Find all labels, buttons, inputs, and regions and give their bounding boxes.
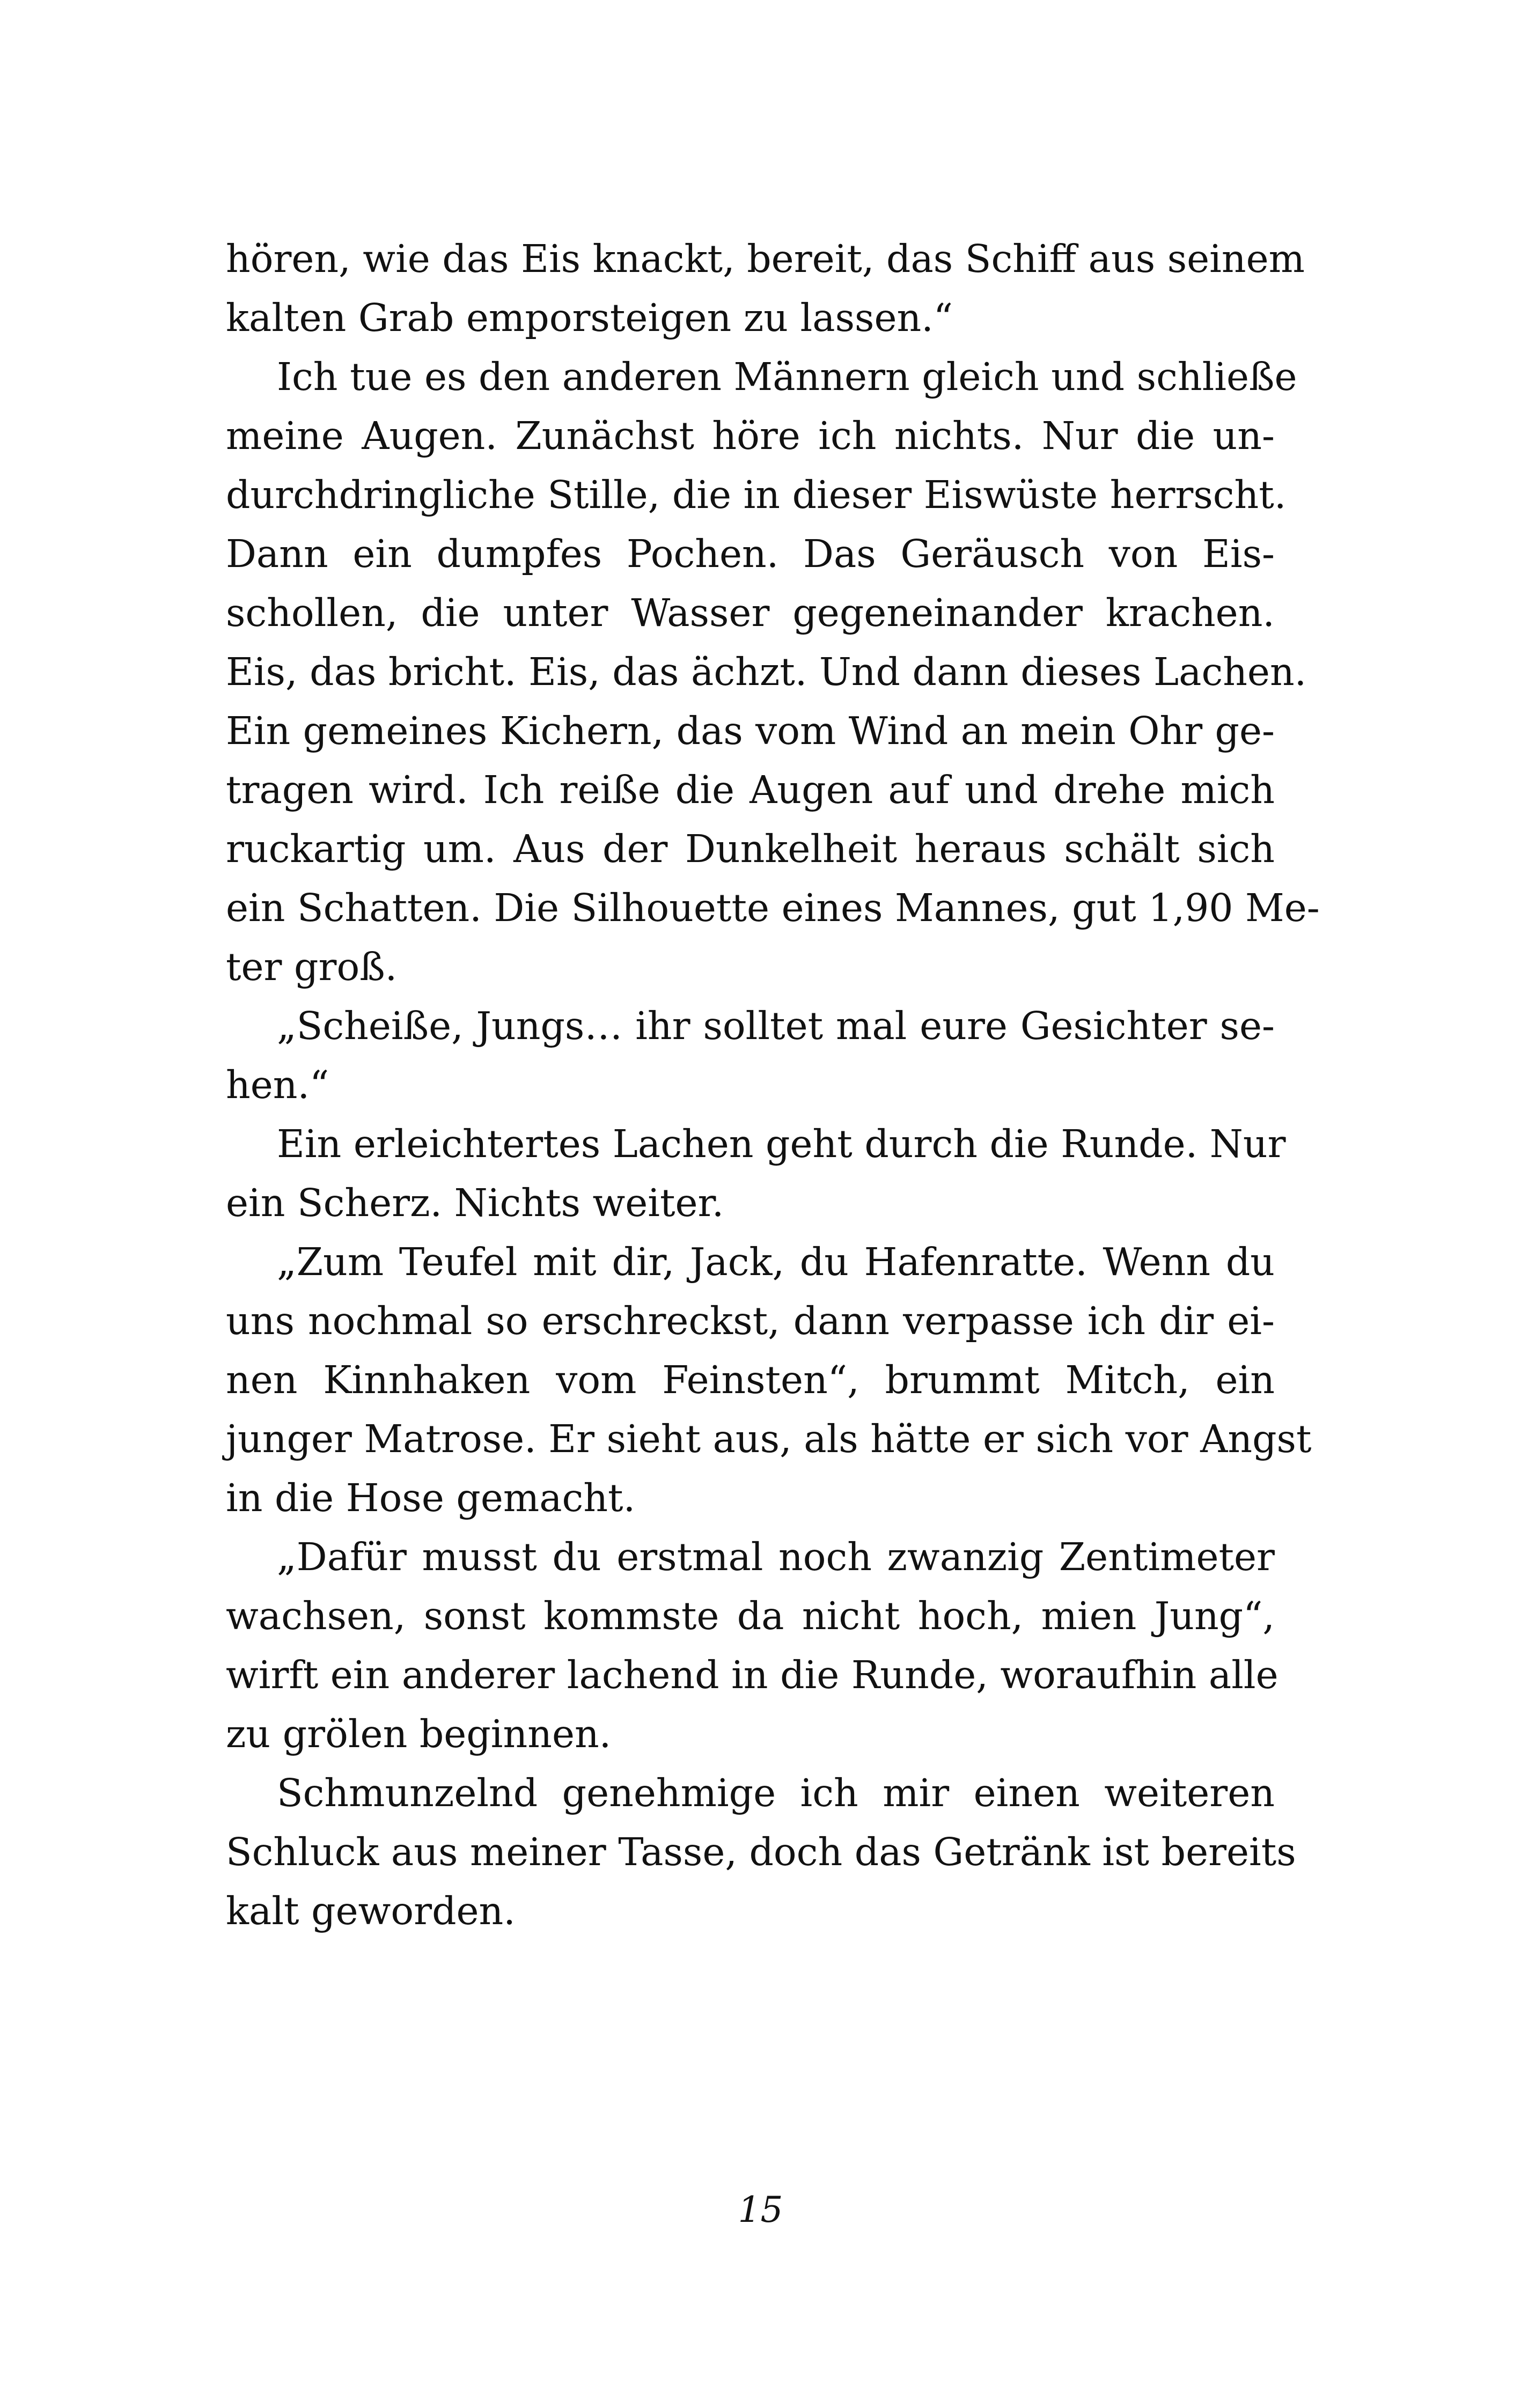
text-line: „Dafür musst du erstmal noch zwanzig Zentimeter	[277, 1535, 1275, 1579]
text-line: kalt geworden.	[226, 1889, 516, 1933]
text-line: hen.“	[226, 1063, 329, 1107]
text-line: ruckartig um. Aus der Dunkelheit heraus schält sich	[226, 827, 1275, 871]
text-line: nen Kinnhaken vom Feinsten“, brummt Mitch, ein	[226, 1358, 1275, 1402]
text-line: schollen, die unter Wasser gegeneinander krachen.	[226, 591, 1275, 635]
text-line: ein Schatten. Die Silhouette eines Mannes, gut 1,90 Me-	[226, 886, 1320, 930]
text-line: hören, wie das Eis knackt, bereit, das Schiff aus seinem	[226, 237, 1305, 281]
text-line: ter groß.	[226, 945, 398, 989]
text-line: wirft ein anderer lachend in die Runde, woraufhin alle	[226, 1653, 1278, 1697]
text-line: ein Scherz. Nichts weiter.	[226, 1181, 724, 1225]
text-line: wachsen, sonst kommste da nicht hoch, mien Jung“,	[226, 1594, 1275, 1638]
text-line: durchdringliche Stille, die in dieser Eiswüste herrscht.	[226, 473, 1287, 517]
text-line: junger Matrose. Er sieht aus, als hätte er sich vor Angst	[226, 1417, 1312, 1461]
body-text	[226, 230, 1320, 1941]
text-line: in die Hose gemacht.	[226, 1476, 636, 1520]
text-line: „Zum Teufel mit dir, Jack, du Hafenratte. Wenn du	[277, 1240, 1275, 1284]
text-line: uns nochmal so erschreckst, dann verpasse ich dir ei-	[226, 1299, 1275, 1343]
text-line: Schmunzelnd genehmige ich mir einen weiteren	[277, 1771, 1275, 1815]
text-line: Ein erleichtertes Lachen geht durch die Runde. Nur	[277, 1122, 1286, 1166]
text-line: meine Augen. Zunächst höre ich nichts. Nur die un-	[226, 414, 1275, 458]
text-line: Eis, das bricht. Eis, das ächzt. Und dann dieses Lachen.	[226, 650, 1307, 694]
text-line: tragen wird. Ich reiße die Augen auf und drehe mich	[226, 768, 1275, 812]
text-line: Dann ein dumpfes Pochen. Das Geräusch von Eis-	[226, 532, 1275, 576]
text-line: Ich tue es den anderen Männern gleich und schließe	[277, 355, 1297, 399]
page-number: 15	[738, 2189, 783, 2230]
text-line: „Scheiße, Jungs… ihr solltet mal eure Gesichter se-	[277, 1004, 1275, 1048]
text-line: zu grölen beginnen.	[226, 1712, 612, 1756]
text-line: kalten Grab emporsteigen zu lassen.“	[226, 296, 953, 340]
text-line: Schluck aus meiner Tasse, doch das Getränk ist bereits	[226, 1830, 1296, 1874]
text-line: Ein gemeines Kichern, das vom Wind an mein Ohr ge-	[226, 709, 1275, 753]
